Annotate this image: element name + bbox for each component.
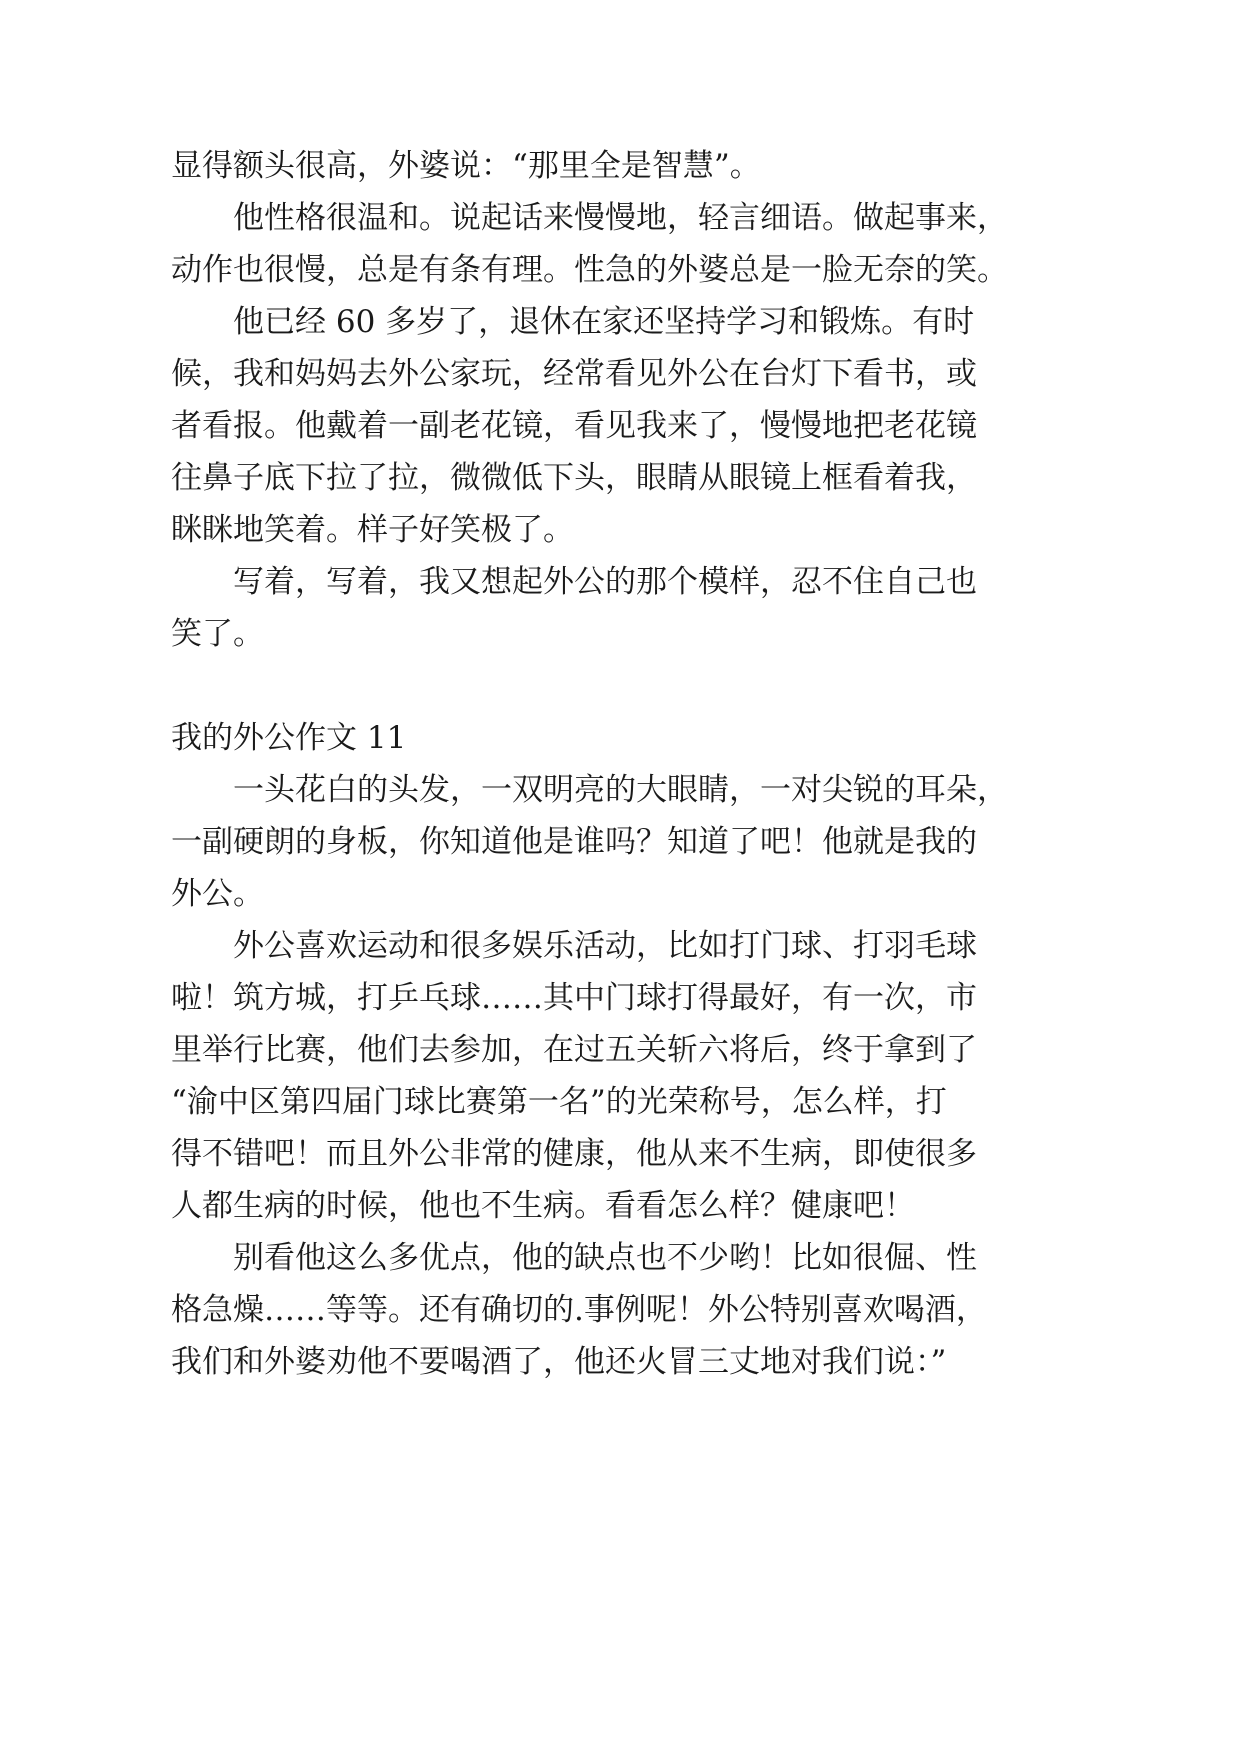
line-text: 外公喜欢运动和很多娱乐活动，比如打门球、打羽毛球: [233, 928, 977, 964]
line-text: 写着，写着，我又想起外公的那个模样，忍不住自己也: [233, 564, 977, 600]
text-line: [0, 816, 1241, 868]
text-line: [0, 1232, 1241, 1284]
text-line: [0, 348, 1241, 400]
line-text: 者看报。他戴着一副老花镜，看见我来了，慢慢地把老花镜: [171, 408, 977, 444]
line-text: 一副硬朗的身板，你知道他是谁吗？知道了吧！他就是我的: [171, 824, 977, 860]
text-line: [0, 1024, 1241, 1076]
section-title-text: 我的外公作文 11: [171, 720, 407, 756]
line-text: 得不错吧！而且外公非常的健康，他从来不生病，即使很多: [171, 1136, 977, 1172]
text-line: [0, 1076, 1241, 1128]
text-line: [0, 1284, 1241, 1336]
line-text: 格急燥……等等。还有确切的.事例呢！外公特别喜欢喝酒，: [171, 1292, 987, 1328]
text-line: [0, 608, 1241, 660]
line-text: 笑了。: [171, 616, 264, 652]
text-line: [0, 400, 1241, 452]
text-line: [0, 504, 1241, 556]
line-text: 显得额头很高，外婆说：“那里全是智慧”。: [171, 148, 761, 184]
text-line: [0, 296, 1241, 348]
text-line: [0, 764, 1241, 816]
line-text: “渝中区第四届门球比赛第一名”的光荣称号，怎么样，打: [171, 1084, 947, 1120]
text-line: [0, 244, 1241, 296]
text-line: [0, 1180, 1241, 1232]
text-line: [0, 920, 1241, 972]
line-text: 外公。: [171, 876, 264, 912]
line-text: 里举行比赛，他们去参加，在过五关斩六将后，终于拿到了: [171, 1032, 977, 1068]
line-text: 我们和外婆劝他不要喝酒了，他还火冒三丈地对我们说：”: [171, 1344, 947, 1380]
text-line: [0, 972, 1241, 1024]
line-text: 人都生病的时候，他也不生病。看看怎么样？健康吧！: [171, 1188, 915, 1224]
line-text: 啦！筑方城，打乒乓球……其中门球打得最好，有一次，市: [171, 980, 977, 1016]
line-text: 眯眯地笑着。样子好笑极了。: [171, 512, 574, 548]
line-text: 他已经 60 多岁了，退休在家还坚持学习和锻炼。有时: [233, 304, 975, 340]
text-line: [0, 868, 1241, 920]
text-line: [0, 192, 1241, 244]
line-text: 一头花白的头发，一双明亮的大眼睛，一对尖锐的耳朵，: [233, 772, 1008, 808]
line-text: 动作也很慢，总是有条有理。性急的外婆总是一脸无奈的笑。: [171, 252, 1008, 288]
line-text: 别看他这么多优点，他的缺点也不少哟！比如很倔、性: [233, 1240, 977, 1276]
text-line: [0, 140, 1241, 192]
line-text: 往鼻子底下拉了拉，微微低下头，眼睛从眼镜上框看着我，: [171, 460, 977, 496]
section-title: [0, 712, 1241, 764]
text-line: [0, 1336, 1241, 1388]
line-text: 候，我和妈妈去外公家玩，经常看见外公在台灯下看书，或: [171, 356, 977, 392]
line-text: 他性格很温和。说起话来慢慢地，轻言细语。做起事来，: [233, 200, 1008, 236]
text-line: [0, 1128, 1241, 1180]
text-line: [0, 452, 1241, 504]
text-line: [0, 556, 1241, 608]
